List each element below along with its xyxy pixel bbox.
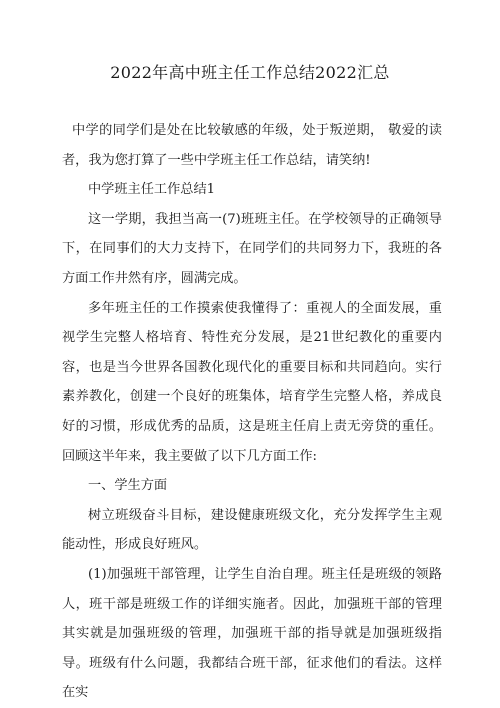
document-body: [62, 116, 442, 708]
body-paragraph: 多年班主任的工作摸索使我懂得了：重视人的全面发展，重视学生完整人格培育、特性充分发展，是21世纪教化的重要内容，也是当今世界各国教化现代化的重要目标和共同趋向。实行素养教化，创建一个良好的班集体，培育学生完整人格，养成良好的习惯，形成优秀的品质，这是班主任肩上责无旁贷的重任。回顾这半年来，我主要做了以下几方面工作:: [62, 300, 442, 464]
section-heading: 中学班主任工作总结1: [88, 182, 216, 198]
body-paragraph: 这一学期，我担当高一(7)班班主任。在学校领导的正确领导下，在同事们的大力支持下，在同学们的共同努力下，我班的各方面工作井然有序，圆满完成。: [62, 211, 442, 286]
body-paragraph: 树立班级奋斗目标，建设健康班级文化，充分发挥学生主观能动性，形成良好班风。: [62, 507, 442, 553]
body-paragraph: (1)加强班干部管理，让学生自治自理。班主任是班级的领路人，班干部是班级工作的详细实施者。因此，加强班干部的管理其实就是加强班级的管理，加强班干部的指导就是加强班级指导。班级有什么问题，我都结合班干部，征求他们的看法。这样在实: [62, 566, 442, 701]
subsection-heading: 一、学生方面: [88, 478, 168, 494]
intro-paragraph: 中学的同学们是处在比较敏感的年级，处于叛逆期， 敬爱的读者，我为您打算了一些中学班主任工作总结，请笑纳!: [62, 123, 442, 168]
document-title: 2022年高中班主任工作总结2022汇总: [110, 63, 390, 82]
